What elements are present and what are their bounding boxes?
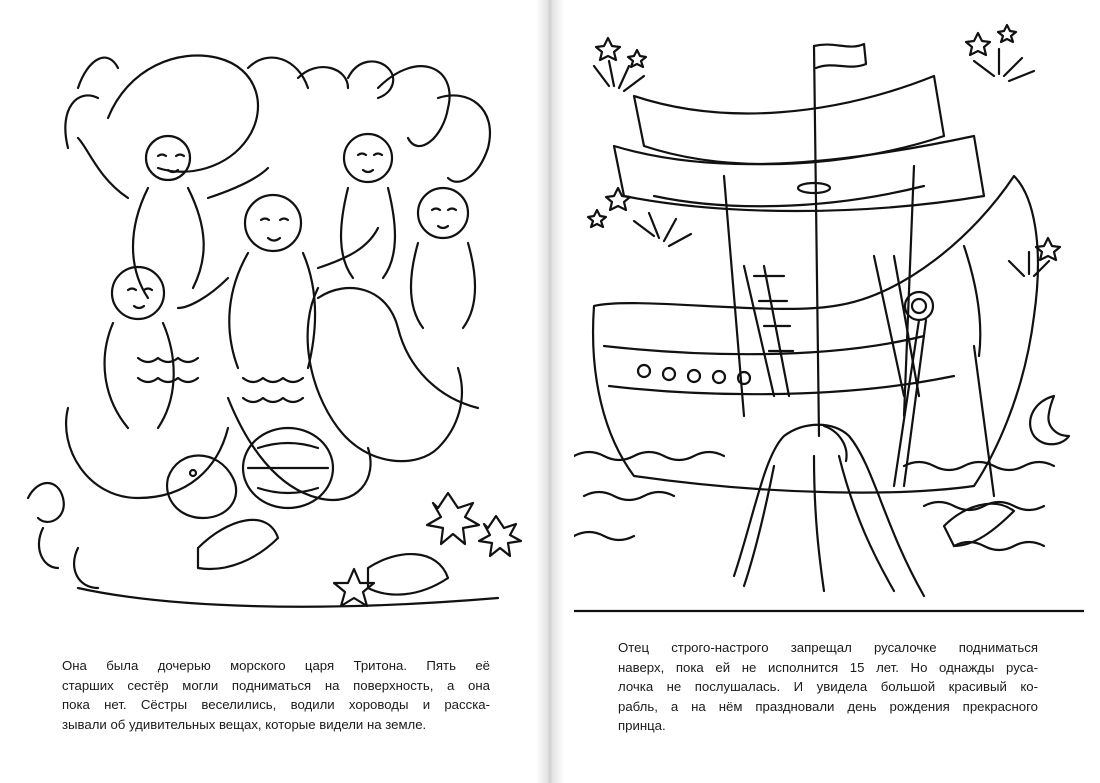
caption-line: наверх, пока ей не исполнится 15 лет. Но однажды руса- bbox=[618, 659, 1038, 675]
left-caption bbox=[62, 656, 490, 734]
ship-illustration bbox=[574, 16, 1084, 616]
caption-line: лочка не послушалась. И увидела большой красивый ко- bbox=[618, 679, 1038, 694]
right-caption bbox=[618, 638, 1038, 736]
right-page bbox=[552, 0, 1100, 783]
caption-line: Она была дочерью морского царя Тритона. Пять её bbox=[62, 658, 490, 673]
caption-line: рабль, а на нём праздновали день рождения прекрасного bbox=[618, 698, 1038, 714]
caption-line: пока нет. Сёстры веселились, водили хороводы и расска- bbox=[62, 697, 490, 712]
mermaid-sisters-illustration bbox=[18, 28, 528, 628]
caption-line: Отец строго-настрого запрещал русалочке подниматься bbox=[618, 640, 1038, 655]
caption-line: зывали об удивительных вещах, которые видели на земле. bbox=[62, 716, 427, 732]
caption-line: старших сестёр могли подниматься на поверхность, а она bbox=[62, 677, 490, 693]
book-spine bbox=[536, 0, 564, 783]
caption-line: принца. bbox=[618, 718, 666, 733]
left-page bbox=[0, 0, 548, 783]
